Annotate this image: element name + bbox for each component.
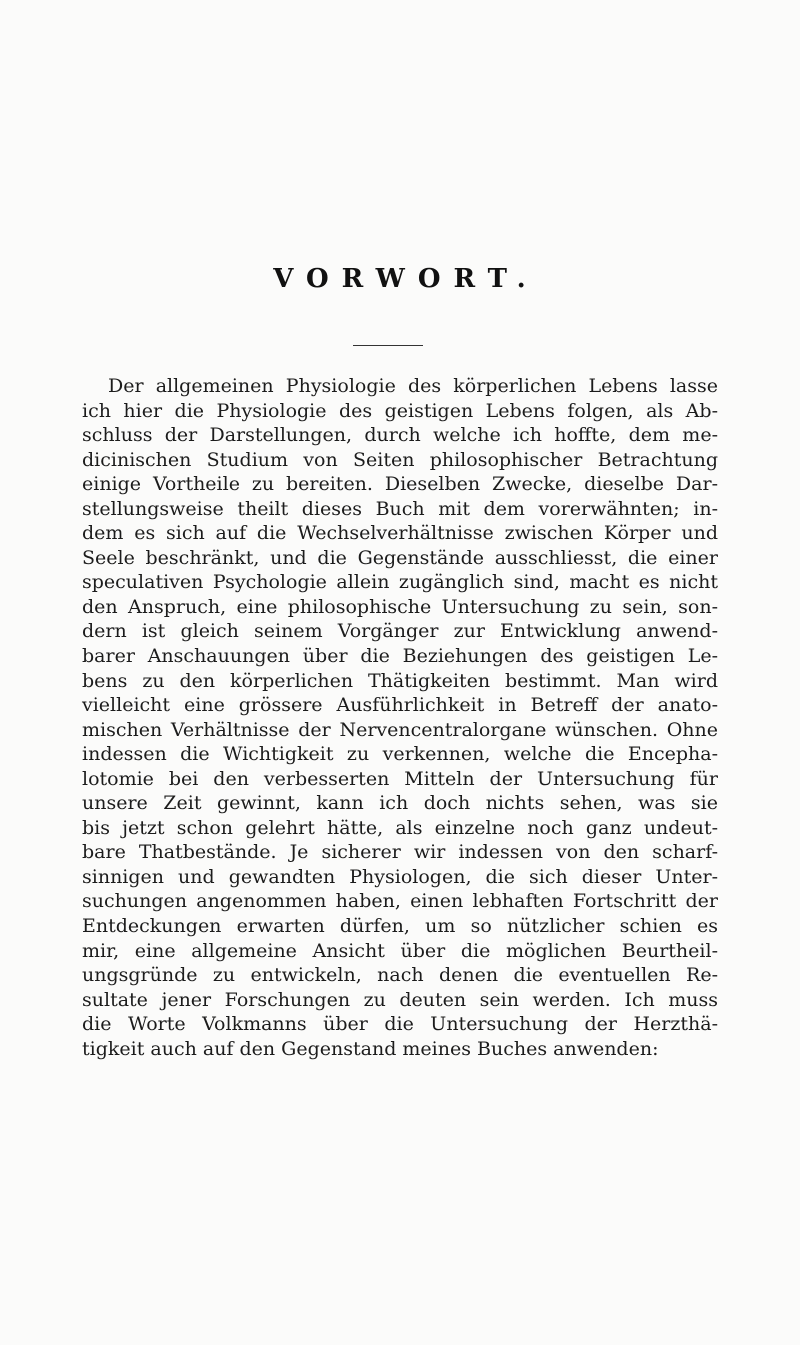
text-line: lotomie bei den verbesserten Mitteln der Untersuchung für [82, 767, 718, 790]
text-line: den Anspruch, eine philosophische Untersuchung zu sein, son- [82, 595, 718, 618]
preface-paragraph [82, 374, 718, 1061]
text-line: barer Anschauungen über die Beziehungen des geistigen Le- [82, 645, 718, 668]
title-divider [353, 345, 423, 346]
text-line: dem es sich auf die Wechselverhältnisse zwischen Körper und [82, 522, 718, 545]
text-line: ich hier die Physiologie des geistigen Lebens folgen, als Ab- [82, 399, 718, 422]
text-line: tigkeit auch auf den Gegenstand meines Buches anwenden: [82, 1037, 659, 1060]
text-line: stellungsweise theilt dieses Buch mit dem vorerwähnten; in- [82, 497, 718, 520]
text-line: suchungen angenommen haben, einen lebhaften Fortschritt der [82, 890, 718, 913]
text-line: sinnigen und gewandten Physiologen, die sich dieser Unter- [82, 865, 718, 888]
text-line: bens zu den körperlichen Thätigkeiten bestimmt. Man wird [82, 669, 718, 692]
text-line: dern ist gleich seinem Vorgänger zur Entwicklung anwend- [82, 620, 718, 643]
text-line: sultate jener Forschungen zu deuten sein werden. Ich muss [82, 988, 718, 1011]
text-line: mir, eine allgemeine Ansicht über die möglichen Beurtheil- [82, 939, 718, 962]
text-line: indessen die Wichtigkeit zu verkennen, welche die Encepha- [82, 743, 718, 766]
text-line: vielleicht eine grössere Ausführlichkeit in Betreff der anato- [82, 694, 718, 717]
text-line: ungsgründe zu entwickeln, nach denen die eventuellen Re- [82, 964, 718, 987]
text-line: bare Thatbestände. Je sicherer wir indessen von den scharf- [82, 841, 718, 864]
text-line: die Worte Volkmanns über die Untersuchung der Herzthä- [82, 1013, 718, 1036]
text-line: einige Vortheile zu bereiten. Dieselben Zwecke, dieselbe Dar- [82, 473, 718, 496]
text-line: bis jetzt schon gelehrt hätte, als einzelne noch ganz undeut- [82, 816, 718, 839]
page-title: VORWORT. [273, 264, 539, 294]
text-line: Entdeckungen erwarten dürfen, um so nützlicher schien es [82, 915, 718, 938]
text-line: dicinischen Studium von Seiten philosophischer Betrachtung [82, 448, 718, 471]
text-line: speculativen Psychologie allein zugänglich sind, macht es nicht [82, 571, 718, 594]
text-line: schluss der Darstellungen, durch welche ich hoffte, dem me- [82, 424, 718, 447]
text-line: unsere Zeit gewinnt, kann ich doch nichts sehen, was sie [82, 792, 718, 815]
text-line: Der allgemeinen Physiologie des körperlichen Lebens lasse [108, 375, 718, 397]
text-line: Seele beschränkt, und die Gegenstände ausschliesst, die einer [82, 546, 718, 569]
text-line: mischen Verhältnisse der Nervencentralorgane wünschen. Ohne [82, 718, 718, 741]
